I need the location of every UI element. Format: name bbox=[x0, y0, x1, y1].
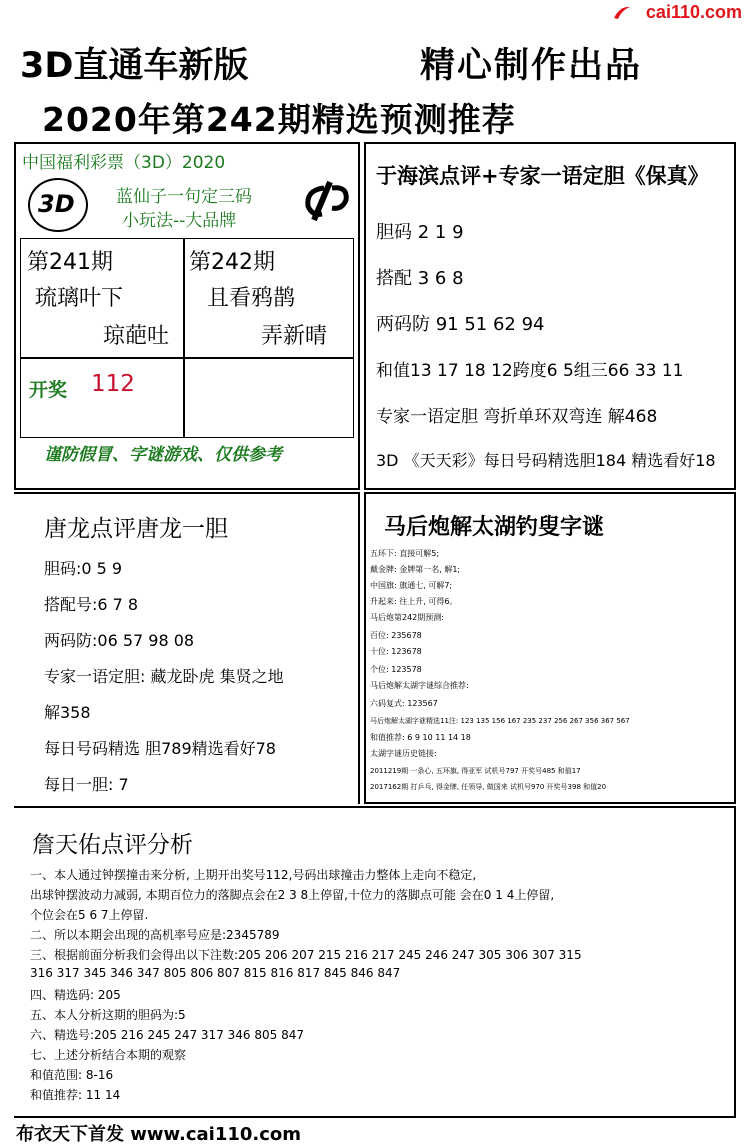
zhan-line: 个位会在5 6 7上停留. bbox=[30, 908, 149, 922]
prev-line2: 琼葩吐 bbox=[103, 324, 170, 349]
issue-grid bbox=[20, 238, 354, 438]
footer-text: 布衣天下首发 www.cai110.com bbox=[16, 1124, 302, 1145]
tanglong-line: 专家一语定胆: 藏龙卧虎 集贤之地 bbox=[44, 667, 284, 686]
tanglong-line: 胆码:0 5 9 bbox=[44, 559, 123, 578]
mahou-line: 2011219期 一条心, 五环旗, 得亚军 试机号797 开奖号485 和值17 bbox=[370, 767, 581, 775]
left-line1: 蓝仙子一句定三码 bbox=[116, 187, 252, 207]
mahou-line: 个位: 123578 bbox=[370, 665, 422, 674]
zhan-body bbox=[30, 866, 730, 1116]
mahou-line: 升起来: 往上升, 可得6。 bbox=[370, 597, 458, 606]
tanglong-line: 搭配号:6 7 8 bbox=[44, 595, 139, 614]
mahou-title: 马后炮解太湖钓叟字谜 bbox=[384, 515, 605, 540]
mahou-line: 太湖字谜历史链接: bbox=[370, 749, 437, 758]
header-title-right: 精心制作出品 bbox=[420, 46, 643, 86]
tanglong-body bbox=[44, 556, 360, 796]
mahou-line: 2017162期 打乒乓, 得金牌, 任领导, 做国来 试机号970 开奖号398 和值20 bbox=[370, 783, 607, 791]
mahou-line: 马后炮第242期预测: bbox=[370, 613, 444, 622]
site-url[interactable]: cai110.com bbox=[645, 2, 742, 22]
mahou-panel bbox=[364, 492, 736, 804]
zhan-line: 出球钟摆波动力减弱, 本期百位力的落脚点会在2 3 8上停留,十位力的落脚点可能 会在0 1 4上停留, bbox=[30, 888, 555, 902]
mahou-body bbox=[370, 548, 736, 800]
right-line: 胆码 2 1 9 bbox=[376, 222, 464, 243]
cur-issue: 第242期 bbox=[189, 250, 275, 275]
zhan-line: 和值范围: 8-16 bbox=[30, 1068, 114, 1082]
left-footer: 谨防假冒、字谜游戏、仅供参考 bbox=[44, 445, 282, 465]
prev-line1: 琉璃叶下 bbox=[35, 286, 124, 311]
tanglong-line: 解358 bbox=[44, 703, 91, 722]
right-line: 专家一语定胆 弯折单环双弯连 解468 bbox=[376, 407, 658, 427]
mahou-line: 马后炮解太湖字谜综合推荐: bbox=[370, 681, 469, 690]
zhan-title: 詹天佑点评分析 bbox=[32, 832, 193, 858]
left-line2: 小玩法--大品牌 bbox=[122, 211, 237, 231]
left-top-label: 中国福利彩票（3D）2020 bbox=[22, 153, 226, 173]
tanglong-line: 每日一胆: 7 bbox=[44, 775, 129, 794]
lottery-logo-text: 3D bbox=[38, 190, 75, 218]
right-line: 两码防 91 51 62 94 bbox=[376, 314, 545, 335]
tanglong-line: 两码防:06 57 98 08 bbox=[44, 631, 195, 650]
mahou-line: 百位: 235678 bbox=[370, 631, 422, 640]
mahou-line: 马后炮解太湖字谜精选11注: 123 135 156 167 235 237 256 267 356 367 567 bbox=[370, 717, 630, 725]
cur-line1: 且看鸦鹊 bbox=[207, 286, 296, 311]
mahou-line: 戴金牌: 金牌第一名, 解1; bbox=[370, 565, 461, 574]
right-line: 和值13 17 18 12跨度6 5组三66 33 11 bbox=[376, 361, 684, 381]
right-line: 搭配 3 6 8 bbox=[376, 268, 464, 289]
zhan-line: 六、精选号:205 216 245 247 317 346 805 847 bbox=[30, 1028, 304, 1042]
brand-mark-icon bbox=[302, 176, 352, 226]
mahou-line: 中国旗: 旗通七, 可解7; bbox=[370, 581, 453, 590]
prev-issue: 第241期 bbox=[27, 250, 113, 275]
zhan-line: 七、上述分析结合本期的观察 bbox=[30, 1048, 187, 1062]
header-title-left: 3D直通车新版 bbox=[20, 46, 249, 86]
mahou-line: 十位: 123678 bbox=[370, 647, 422, 656]
draw-label: 开奖 bbox=[29, 379, 68, 401]
right-line: 3D 《天天彩》每日号码精选胆184 精选看好18 bbox=[376, 451, 716, 470]
zhan-line: 和值推荐: 11 14 bbox=[30, 1088, 121, 1102]
mahou-line: 六码复式: 123567 bbox=[370, 699, 438, 708]
zhan-line: 316 317 345 346 347 805 806 807 815 816 817 845 846 847 bbox=[30, 966, 401, 980]
tanglong-title: 唐龙点评唐龙一胆 bbox=[44, 516, 228, 542]
tanglong-line: 每日号码精选 胆789精选看好78 bbox=[44, 739, 276, 758]
mahou-line: 五环下: 直接可解5; bbox=[370, 549, 440, 558]
zhan-line: 五、本人分析这期的胆码为:5 bbox=[30, 1008, 186, 1022]
right-panel bbox=[364, 142, 736, 490]
zhan-line: 二、所以本期会出现的高机率号应是:2345789 bbox=[30, 928, 280, 942]
draw-value: 112 bbox=[91, 371, 135, 397]
right-panel-body bbox=[376, 218, 736, 478]
zhan-panel bbox=[14, 806, 736, 1118]
zhan-line: 一、本人通过钟摆撞击来分析, 上期开出奖号112,号码出球撞击力整体上走向不稳定, bbox=[30, 868, 477, 882]
site-logo-icon bbox=[612, 4, 632, 22]
zhan-line: 四、精选码: 205 bbox=[30, 988, 121, 1002]
zhan-line: 三、根据前面分析我们会得出以下注数:205 206 207 215 216 217 245 246 247 305 306 307 315 bbox=[30, 948, 582, 962]
mahou-line: 和值推荐: 6 9 10 11 14 18 bbox=[370, 733, 471, 742]
right-panel-title: 于海滨点评+专家一语定胆《保真》 bbox=[376, 164, 709, 188]
header-subtitle: 2020年第242期精选预测推荐 bbox=[42, 100, 516, 139]
tanglong-panel bbox=[14, 492, 360, 804]
left-panel bbox=[14, 142, 360, 490]
cur-line2: 弄新晴 bbox=[261, 324, 328, 349]
lottery-3d-logo bbox=[28, 178, 88, 232]
